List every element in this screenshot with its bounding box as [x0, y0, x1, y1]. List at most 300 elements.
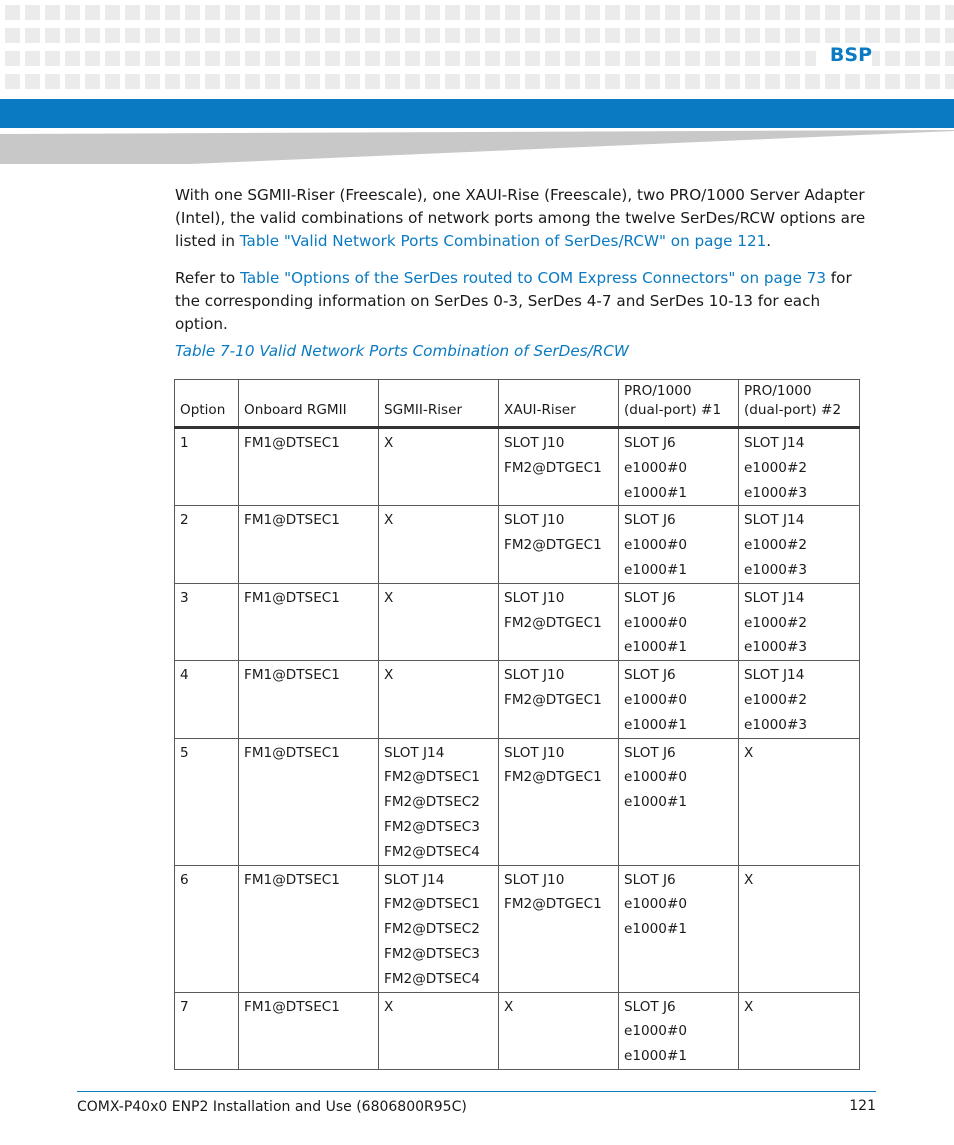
cell-value: e1000#2	[744, 537, 807, 554]
decor-square	[765, 51, 780, 66]
decor-square	[445, 74, 460, 89]
decor-square	[465, 51, 480, 66]
decor-square	[5, 51, 20, 66]
cell-value: SLOT J14	[744, 589, 805, 606]
table-cell	[619, 506, 739, 583]
table-cell	[175, 738, 239, 865]
decor-square	[265, 5, 280, 20]
table-cell	[619, 992, 739, 1069]
table-cell	[379, 992, 499, 1069]
decor-square	[645, 28, 660, 43]
table-cell	[739, 865, 860, 992]
decor-square	[785, 5, 800, 20]
decor-square	[785, 51, 800, 66]
table-cell	[175, 428, 239, 506]
table-cell	[239, 738, 379, 865]
decor-square	[545, 28, 560, 43]
table-row	[175, 865, 860, 992]
decor-square	[605, 28, 620, 43]
cell-value: e1000#1	[624, 1048, 687, 1065]
decor-square	[405, 74, 420, 89]
table-cell	[499, 738, 619, 865]
decor-square	[145, 28, 160, 43]
column-header-line: Option	[180, 402, 226, 418]
decor-square	[585, 5, 600, 20]
decor-square	[885, 74, 900, 89]
cell-value: 5	[180, 744, 189, 761]
xref-link-valid-ports[interactable]: Table "Valid Network Ports Combination of SerDes/RCW" on page 121	[239, 232, 767, 250]
cell-value: X	[744, 871, 754, 888]
decor-square	[445, 28, 460, 43]
cell-value: e1000#1	[624, 716, 687, 733]
decor-square	[865, 5, 880, 20]
cell-value: FM2@DTSEC3	[384, 818, 480, 835]
cell-value: e1000#1	[624, 794, 687, 811]
decor-square	[445, 51, 460, 66]
decor-square	[205, 74, 220, 89]
header-blue-bar	[0, 99, 954, 128]
table-cell	[239, 506, 379, 583]
cell-value: SLOT J14	[744, 435, 805, 451]
decor-square	[345, 28, 360, 43]
decor-square	[885, 5, 900, 20]
cell-value: X	[384, 589, 394, 606]
decor-square	[265, 51, 280, 66]
table-cell	[239, 865, 379, 992]
decor-square	[805, 74, 820, 89]
decor-square	[345, 5, 360, 20]
decor-square	[785, 28, 800, 43]
body-text	[175, 184, 875, 350]
table-cell	[499, 661, 619, 738]
decor-square	[125, 28, 140, 43]
decor-square	[865, 28, 880, 43]
decor-square	[405, 5, 420, 20]
decor-square	[745, 74, 760, 89]
decor-square	[645, 74, 660, 89]
para1-end: .	[766, 232, 772, 250]
decor-square	[705, 51, 720, 66]
decor-square	[25, 28, 40, 43]
decor-square	[945, 28, 954, 43]
decor-square	[105, 51, 120, 66]
cell-value: e1000#0	[624, 537, 687, 554]
decor-square	[565, 74, 580, 89]
decor-square	[625, 28, 640, 43]
footer-rule	[77, 1091, 876, 1092]
cell-value: X	[384, 435, 394, 451]
decor-square	[825, 5, 840, 20]
decor-square	[525, 51, 540, 66]
table-cell	[239, 661, 379, 738]
cell-value: X	[504, 998, 514, 1015]
decor-square	[405, 51, 420, 66]
decor-square	[285, 51, 300, 66]
column-header	[175, 380, 239, 428]
cell-value: e1000#3	[744, 716, 807, 733]
cell-value: SLOT J6	[624, 512, 676, 529]
decor-square	[465, 74, 480, 89]
decor-square	[225, 51, 240, 66]
decor-square	[805, 5, 820, 20]
column-header-line: XAUI-Riser	[504, 402, 576, 418]
footer-doc-title: COMX-P40x0 ENP2 Installation and Use (6806800R95C)	[77, 1099, 467, 1115]
decor-square	[945, 51, 954, 66]
cell-value: e1000#1	[624, 484, 687, 501]
decor-square	[925, 51, 940, 66]
decor-square-row	[5, 51, 954, 66]
table-cell	[619, 661, 739, 738]
decor-square	[705, 5, 720, 20]
table-header-row	[175, 380, 860, 428]
cell-value: FM2@DTSEC1	[384, 896, 480, 913]
decor-square	[685, 28, 700, 43]
cell-value: SLOT J6	[624, 589, 676, 606]
cell-value: e1000#1	[624, 561, 687, 578]
cell-value: 7	[180, 998, 189, 1015]
cell-value: 1	[180, 435, 189, 451]
column-header-line: SGMII-Riser	[384, 402, 463, 418]
table-cell	[175, 992, 239, 1069]
cell-value: SLOT J10	[504, 435, 565, 451]
cell-value: X	[384, 667, 394, 684]
decor-square	[285, 5, 300, 20]
decor-square	[5, 28, 20, 43]
decor-square	[805, 28, 820, 43]
table-cell	[379, 583, 499, 660]
decor-square	[285, 28, 300, 43]
table-cell	[619, 583, 739, 660]
decor-square	[245, 51, 260, 66]
para2-text: Refer to	[175, 269, 241, 287]
column-header	[739, 380, 860, 428]
decor-square-row	[5, 28, 954, 43]
para2-end: for the corresponding information on SerDes 0-3, SerDes 4-7 and SerDes 10-13 for each option.	[175, 269, 852, 333]
decor-square	[245, 28, 260, 43]
header-decor-squares	[0, 0, 954, 100]
cell-value: SLOT J14	[744, 667, 805, 684]
decor-square	[585, 74, 600, 89]
table-cell	[499, 506, 619, 583]
decor-square	[665, 51, 680, 66]
cell-value: SLOT J10	[504, 512, 565, 529]
decor-square	[205, 5, 220, 20]
decor-square	[945, 5, 954, 20]
cell-value: X	[744, 998, 754, 1015]
footer-page-number: 121	[849, 1098, 876, 1114]
cell-value: e1000#0	[624, 614, 687, 631]
decor-square	[505, 51, 520, 66]
decor-square	[485, 5, 500, 20]
decor-square	[645, 5, 660, 20]
decor-square	[945, 74, 954, 89]
cell-value: SLOT J14	[384, 871, 445, 888]
decor-square	[45, 51, 60, 66]
decor-square	[145, 5, 160, 20]
decor-square	[185, 28, 200, 43]
cell-value: FM2@DTGEC1	[504, 691, 602, 708]
cell-value: FM2@DTSEC1	[384, 769, 480, 786]
table-body	[175, 428, 860, 1070]
decor-square	[605, 74, 620, 89]
decor-square	[505, 5, 520, 20]
cell-value: X	[384, 512, 394, 529]
decor-square	[25, 74, 40, 89]
decor-square	[425, 74, 440, 89]
decor-square	[505, 74, 520, 89]
decor-square	[205, 51, 220, 66]
cell-value: 6	[180, 871, 189, 888]
decor-square	[285, 74, 300, 89]
cell-value: FM2@DTGEC1	[504, 459, 602, 476]
decor-square	[385, 28, 400, 43]
decor-square	[545, 74, 560, 89]
intro-paragraph	[175, 184, 875, 253]
decor-square	[425, 51, 440, 66]
decor-square	[405, 28, 420, 43]
decor-square	[605, 5, 620, 20]
decor-square	[85, 74, 100, 89]
xref-link-serdes-options[interactable]: Table "Options of the SerDes routed to COM Express Connectors" on page 73	[240, 269, 826, 287]
cell-value: e1000#1	[624, 921, 687, 938]
decor-square	[725, 5, 740, 20]
decor-square	[245, 74, 260, 89]
decor-square	[825, 28, 840, 43]
table-cell	[175, 865, 239, 992]
table-cell	[739, 428, 860, 506]
table-row	[175, 661, 860, 738]
cell-value: 3	[180, 589, 189, 606]
cell-value: e1000#2	[744, 459, 807, 476]
column-header-line: (dual-port) #2	[744, 402, 842, 418]
table-row	[175, 428, 860, 506]
cell-value: X	[744, 744, 754, 761]
cell-value: e1000#2	[744, 691, 807, 708]
decor-square	[625, 5, 640, 20]
decor-square	[165, 74, 180, 89]
decor-square	[465, 28, 480, 43]
valid-ports-table	[174, 379, 860, 1070]
table-row	[175, 738, 860, 865]
decor-square	[265, 28, 280, 43]
table-row	[175, 992, 860, 1069]
section-title: BSP	[816, 44, 872, 66]
decor-square	[825, 74, 840, 89]
table-cell	[379, 661, 499, 738]
cell-value: e1000#3	[744, 484, 807, 501]
cell-value: FM2@DTGEC1	[504, 769, 602, 786]
table-cell	[619, 865, 739, 992]
decor-square	[625, 51, 640, 66]
decor-square	[85, 5, 100, 20]
column-header	[499, 380, 619, 428]
decor-square	[225, 28, 240, 43]
decor-square	[505, 28, 520, 43]
decor-square	[85, 28, 100, 43]
cell-value: FM1@DTSEC1	[244, 871, 340, 888]
cell-value: SLOT J10	[504, 744, 565, 761]
decor-square	[265, 74, 280, 89]
decor-square	[105, 5, 120, 20]
decor-square	[345, 74, 360, 89]
column-header-line: PRO/1000	[624, 383, 692, 399]
decor-square	[745, 28, 760, 43]
decor-square	[425, 28, 440, 43]
table-cell	[175, 506, 239, 583]
column-header-line: (dual-port) #1	[624, 402, 722, 418]
decor-square	[305, 51, 320, 66]
decor-square	[445, 5, 460, 20]
decor-square	[65, 5, 80, 20]
para1-text: With one SGMII-Riser (Freescale), one XAUI-Rise (Freescale), two PRO/1000 Server Adapter (Intel), the valid combinations of network ports among the twelve SerDes/RCW options are listed in	[175, 186, 866, 250]
decor-square	[5, 5, 20, 20]
cell-value: e1000#3	[744, 561, 807, 578]
decor-square	[125, 51, 140, 66]
table-cell	[739, 661, 860, 738]
cell-value: SLOT J10	[504, 667, 565, 684]
decor-square	[185, 74, 200, 89]
decor-square	[425, 5, 440, 20]
decor-square	[65, 28, 80, 43]
cell-value: e1000#1	[624, 639, 687, 656]
cell-value: SLOT J6	[624, 871, 676, 888]
decor-square	[685, 74, 700, 89]
decor-square	[225, 5, 240, 20]
decor-square	[465, 5, 480, 20]
cell-value: FM1@DTSEC1	[244, 744, 340, 761]
cell-value: FM2@DTGEC1	[504, 896, 602, 913]
decor-square	[185, 5, 200, 20]
decor-square	[305, 5, 320, 20]
cell-value: FM1@DTSEC1	[244, 512, 340, 529]
decor-square	[345, 51, 360, 66]
column-header-line: PRO/1000	[744, 383, 812, 399]
decor-square	[25, 51, 40, 66]
decor-square	[485, 51, 500, 66]
refer-paragraph	[175, 267, 875, 336]
decor-square	[785, 74, 800, 89]
decor-square	[725, 28, 740, 43]
cell-value: FM2@DTSEC3	[384, 945, 480, 962]
cell-value: FM2@DTSEC2	[384, 794, 480, 811]
decor-square	[365, 5, 380, 20]
decor-square	[665, 28, 680, 43]
decor-square	[925, 5, 940, 20]
decor-square	[545, 51, 560, 66]
decor-square-row	[5, 5, 954, 20]
decor-square	[905, 51, 920, 66]
header-grey-band	[0, 130, 954, 164]
table-cell	[175, 583, 239, 660]
table-cell	[175, 661, 239, 738]
decor-square	[645, 51, 660, 66]
decor-square	[565, 28, 580, 43]
cell-value: X	[384, 998, 394, 1015]
decor-square	[605, 51, 620, 66]
table-caption: Table 7-10 Valid Network Ports Combination of SerDes/RCW	[175, 342, 629, 360]
decor-square	[765, 28, 780, 43]
decor-square	[845, 5, 860, 20]
cell-value: FM1@DTSEC1	[244, 667, 340, 684]
cell-value: e1000#0	[624, 896, 687, 913]
table-cell	[619, 428, 739, 506]
cell-value: FM1@DTSEC1	[244, 435, 340, 451]
cell-value: e1000#3	[744, 639, 807, 656]
table-cell	[239, 992, 379, 1069]
cell-value: e1000#0	[624, 691, 687, 708]
decor-square	[845, 74, 860, 89]
decor-square	[145, 74, 160, 89]
decor-square-row	[5, 74, 954, 89]
column-header	[379, 380, 499, 428]
decor-square	[705, 74, 720, 89]
decor-square	[525, 28, 540, 43]
decor-square	[205, 28, 220, 43]
decor-square	[105, 74, 120, 89]
cell-value: e1000#0	[624, 1023, 687, 1040]
table-cell	[499, 992, 619, 1069]
decor-square	[725, 51, 740, 66]
decor-square	[685, 51, 700, 66]
decor-square	[725, 74, 740, 89]
decor-square	[105, 28, 120, 43]
decor-square	[885, 51, 900, 66]
cell-value: FM1@DTSEC1	[244, 589, 340, 606]
table-cell	[499, 428, 619, 506]
decor-square	[565, 5, 580, 20]
decor-square	[885, 28, 900, 43]
decor-square	[905, 5, 920, 20]
decor-square	[45, 74, 60, 89]
cell-value: 4	[180, 667, 189, 684]
cell-value: FM1@DTSEC1	[244, 998, 340, 1015]
table-cell	[379, 506, 499, 583]
decor-square	[5, 74, 20, 89]
table-cell	[739, 506, 860, 583]
decor-square	[625, 74, 640, 89]
decor-square	[765, 5, 780, 20]
cell-value: FM2@DTSEC2	[384, 921, 480, 938]
decor-square	[165, 5, 180, 20]
decor-square	[305, 28, 320, 43]
decor-square	[385, 51, 400, 66]
decor-square	[65, 74, 80, 89]
decor-square	[385, 5, 400, 20]
decor-square	[125, 5, 140, 20]
decor-square	[765, 74, 780, 89]
decor-square	[925, 28, 940, 43]
column-header-line: Onboard RGMII	[244, 402, 347, 418]
decor-square	[45, 5, 60, 20]
decor-square	[225, 74, 240, 89]
cell-value: FM2@DTSEC4	[384, 970, 480, 987]
cell-value: SLOT J6	[624, 667, 676, 684]
table-cell	[739, 583, 860, 660]
decor-square	[245, 5, 260, 20]
cell-value: SLOT J10	[504, 589, 565, 606]
table-cell	[739, 992, 860, 1069]
decor-square	[365, 74, 380, 89]
decor-square	[485, 28, 500, 43]
decor-square	[45, 28, 60, 43]
decor-square	[165, 51, 180, 66]
table-cell	[379, 738, 499, 865]
cell-value: SLOT J6	[624, 744, 676, 761]
table-cell	[379, 865, 499, 992]
decor-square	[865, 74, 880, 89]
decor-square	[325, 74, 340, 89]
table-cell	[739, 738, 860, 865]
